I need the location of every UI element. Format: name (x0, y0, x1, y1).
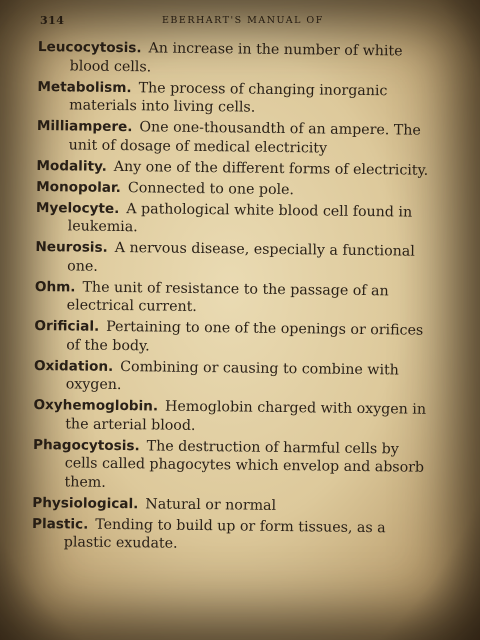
entry-definition: Connected to one pole. (127, 179, 295, 198)
entry-definition: Hemoglobin charged with oxygen in the arterial blood. (65, 398, 427, 434)
page-number: 314 (40, 14, 65, 27)
glossary-entry (36, 177, 434, 200)
entry-definition: The destruction of harmful cells by cells called phagocytes which envelop and absorb them. (64, 437, 425, 491)
entry-term: Modality. (36, 157, 107, 175)
entry-term: Leucocytosis. (37, 38, 142, 57)
entry-definition: Any one of the different forms of electricity. (113, 158, 429, 179)
glossary-entry (32, 514, 430, 556)
glossary-entry (34, 317, 432, 359)
glossary-entry (32, 435, 431, 495)
entry-term: Myelocyte. (35, 199, 120, 217)
entry-term: Milliampere. (36, 117, 133, 136)
running-head: EBERHART'S MANUAL OF (162, 15, 324, 26)
entry-definition: A pathological white blood cell found in leukemia. (67, 200, 413, 236)
entry-term: Orificial. (34, 317, 100, 335)
entry-term: Plastic. (31, 515, 89, 533)
entry-definition: The unit of resistance to the passage of an electrical current. (66, 279, 389, 315)
entry-definition: The process of changing inorganic materials into living cells. (69, 79, 388, 116)
entry-term: Ohm. (34, 278, 76, 295)
entry-definition: Tending to build up or form tissues, as a plastic exudate. (63, 516, 386, 552)
glossary-entry (36, 156, 434, 179)
entry-term: Monopolar. (36, 178, 121, 196)
entry-term: Neurosis. (35, 238, 108, 256)
glossary-entry (34, 356, 432, 398)
entry-term: Metabolism. (37, 78, 132, 96)
glossary-entry (37, 77, 435, 119)
glossary-entries (32, 38, 436, 559)
entry-definition: One one-thousandth of an ampere. The unit of dosage of medical electricity (68, 119, 421, 157)
entry-definition: A nervous disease, especially a functional one. (67, 239, 415, 275)
entry-term: Oxidation. (33, 357, 114, 375)
entry-term: Oxyhemoglobin. (33, 396, 159, 415)
glossary-entry (32, 493, 430, 516)
entry-definition: Natural or normal (145, 495, 277, 514)
entry-definition: Combining or causing to combine with oxygen. (65, 358, 399, 394)
glossary-entry (38, 38, 436, 80)
glossary-entry (33, 396, 431, 438)
entry-definition: Pertaining to one of the openings or orifices of the body. (66, 318, 424, 354)
glossary-entry (36, 198, 434, 240)
glossary-entry (35, 277, 433, 319)
glossary-entry (35, 238, 433, 280)
page-header (30, 14, 450, 30)
entry-definition: An increase in the number of white blood cells. (69, 40, 403, 75)
entry-term: Phagocytosis. (32, 436, 140, 454)
entry-term: Physiological. (32, 494, 139, 512)
glossary-entry (37, 117, 435, 159)
